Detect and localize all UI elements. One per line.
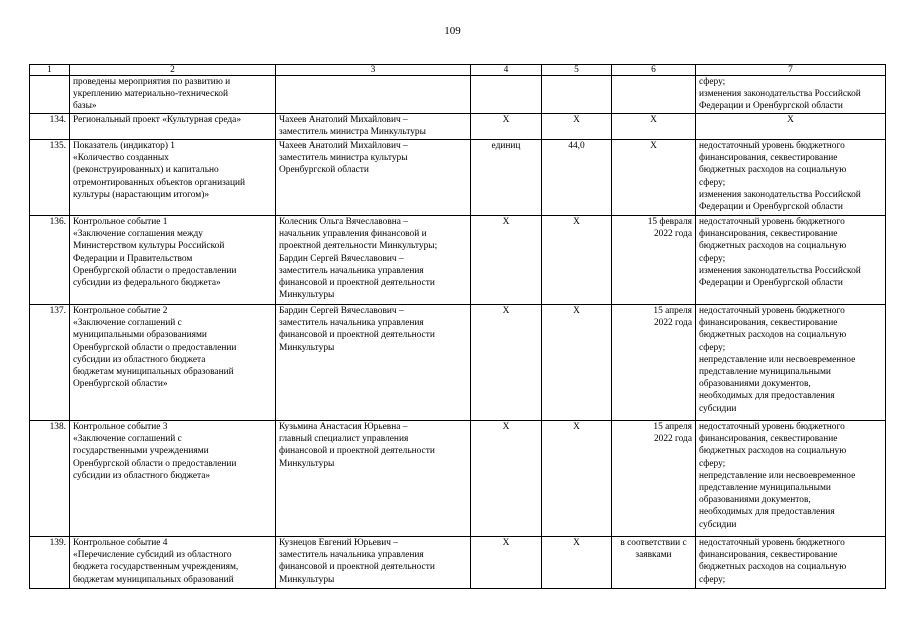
column-number: 5 xyxy=(542,65,612,76)
risk-cell: недостаточный уровень бюджетного финансирования, секвестирование бюджетных расходов на социальную сферу; изменения законодательства Российской Федерации и Оренбургской области xyxy=(696,216,886,305)
risk-cell: недостаточный уровень бюджетного финансирования, секвестирование бюджетных расходов на социальную сферу; непредставление или несвоевременное представление муниципальными образованиями документов, необходимых для предоставления субсидии xyxy=(696,305,886,421)
event-description: Контрольное событие 3 «Заключение соглашений с государственными учреждениями Оренбургской области о предоставлении субсидии из областного бюджета» xyxy=(70,421,276,537)
row-number: 135. xyxy=(30,140,70,216)
row-number: 136. xyxy=(30,216,70,305)
event-description: Региональный проект «Культурная среда» xyxy=(70,114,276,140)
deadline-cell xyxy=(612,76,696,114)
deadline-cell: X xyxy=(612,140,696,216)
column-number: 1 xyxy=(30,65,70,76)
event-description: Контрольное событие 1 «Заключение соглашения между Министерством культуры Российской Федерации и Правительством Оренбургской области о предоставлении субсидии из федерального бюджета» xyxy=(70,216,276,305)
plan-table xyxy=(29,64,886,589)
table-row xyxy=(30,216,886,305)
responsible-person: Колесник Ольга Вячеславовна – начальник управления финансовой и проектной деятельности Минкультуры; Бардин Сергей Вячеславович – заместитель начальника управления финансовой и проектной деятельности Минкультуры xyxy=(276,216,471,305)
unit-cell: X xyxy=(471,305,542,421)
event-description: Контрольное событие 2 «Заключение соглашений с муниципальными образованиями Оренбургской области о предоставлении субсидии из областного бюджета бюджетам муниципальных образований Оренбургской области» xyxy=(70,305,276,421)
table-row xyxy=(30,114,886,140)
unit-cell: X xyxy=(471,421,542,537)
risk-cell: сферу; изменения законодательства Российской Федерации и Оренбургской области xyxy=(696,76,886,114)
unit-cell xyxy=(471,76,542,114)
table-row xyxy=(30,305,886,421)
row-number: 134. xyxy=(30,114,70,140)
row-number: 137. xyxy=(30,305,70,421)
deadline-cell: 15 апреля 2022 года xyxy=(612,305,696,421)
risk-cell: недостаточный уровень бюджетного финансирования, секвестирование бюджетных расходов на социальную сферу; непредставление или несвоевременное представление муниципальными образованиями документов, необходимых для предоставления субсидии xyxy=(696,421,886,537)
responsible-person: Чахеев Анатолий Михайлович – заместитель министра культуры Оренбургской области xyxy=(276,140,471,216)
unit-cell: единиц xyxy=(471,140,542,216)
responsible-person xyxy=(276,76,471,114)
row-number: 138. xyxy=(30,421,70,537)
value-cell: X xyxy=(542,305,612,421)
row-number: 139. xyxy=(30,537,70,589)
unit-cell: X xyxy=(471,216,542,305)
event-description: Контрольное событие 4 «Перечисление субсидий из областного бюджета государственным учреждениям, бюджетам муниципальных образований xyxy=(70,537,276,589)
value-cell: X xyxy=(542,114,612,140)
risk-cell: X xyxy=(696,114,886,140)
value-cell: X xyxy=(542,421,612,537)
responsible-person: Кузьмина Анастасия Юрьевна – главный специалист управления финансовой и проектной деятельности Минкультуры xyxy=(276,421,471,537)
responsible-person: Кузнецов Евгений Юрьевич – заместитель начальника управления финансовой и проектной деятельности Минкультуры xyxy=(276,537,471,589)
table-row xyxy=(30,537,886,589)
unit-cell: X xyxy=(471,114,542,140)
risk-cell: недостаточный уровень бюджетного финансирования, секвестирование бюджетных расходов на социальную сферу; изменения законодательства Российской Федерации и Оренбургской области xyxy=(696,140,886,216)
value-cell xyxy=(542,76,612,114)
value-cell: X xyxy=(542,537,612,589)
table-row xyxy=(30,421,886,537)
column-number: 6 xyxy=(612,65,696,76)
page-number: 109 xyxy=(444,25,461,37)
event-description: Показатель (индикатор) 1 «Количество созданных (реконструированных) и капитально отремонтированных объектов организаций культуры (нарастающим итогом)» xyxy=(70,140,276,216)
value-cell: X xyxy=(542,216,612,305)
column-number: 2 xyxy=(70,65,276,76)
responsible-person: Бардин Сергей Вячеславович – заместитель начальника управления финансовой и проектной деятельности Минкультуры xyxy=(276,305,471,421)
value-cell: 44,0 xyxy=(542,140,612,216)
column-number: 3 xyxy=(276,65,471,76)
responsible-person: Чахеев Анатолий Михайлович – заместитель министра Минкультуры xyxy=(276,114,471,140)
deadline-cell: в соответствии с заявками xyxy=(612,537,696,589)
table-row xyxy=(30,76,886,114)
event-description: проведены мероприятия по развитию и укреплению материально-технической базы» xyxy=(70,76,276,114)
column-number: 4 xyxy=(471,65,542,76)
unit-cell: X xyxy=(471,537,542,589)
column-number-row xyxy=(30,65,886,76)
column-number: 7 xyxy=(696,65,886,76)
risk-cell: недостаточный уровень бюджетного финансирования, секвестирование бюджетных расходов на социальную сферу; xyxy=(696,537,886,589)
table-row xyxy=(30,140,886,216)
deadline-cell: X xyxy=(612,114,696,140)
deadline-cell: 15 февраля 2022 года xyxy=(612,216,696,305)
row-number xyxy=(30,76,70,114)
deadline-cell: 15 апреля 2022 года xyxy=(612,421,696,537)
